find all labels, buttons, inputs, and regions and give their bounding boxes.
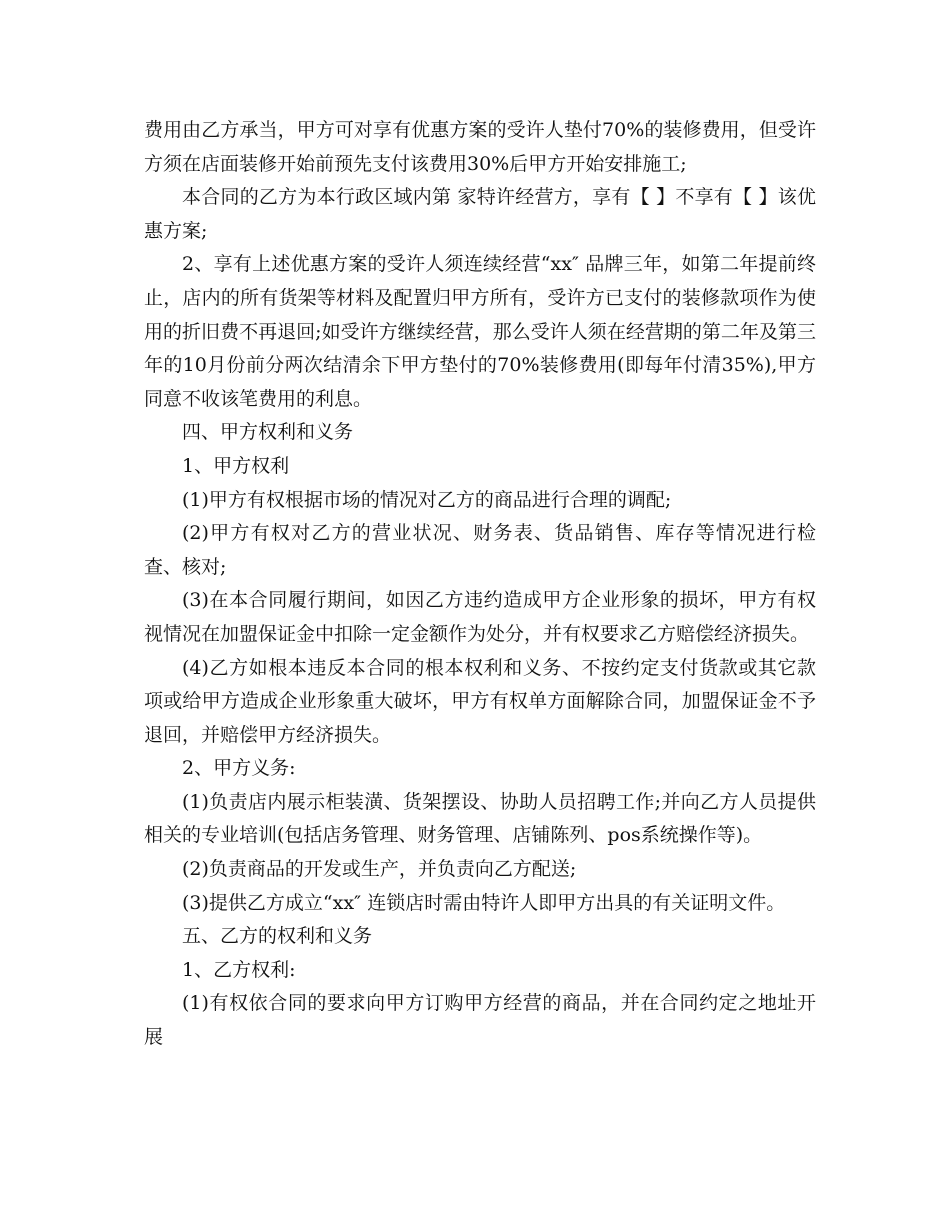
paragraph-11: (1)负责店内展示柜装潢、货架摆设、协助人员招聘工作;并向乙方人员提供相关的专业培训(包括店务管理、财务管理、店铺陈列、pos系统操作等)。 [144,790,816,847]
subheading-party-a-obligations: 2、甲方义务: [182,757,296,780]
paragraph-7: (2)甲方有权对乙方的营业状况、财务表、货品销售、库存等情况进行检查、核对; [144,522,816,578]
subheading-party-b-rights: 1、乙方权利: [182,958,296,981]
subheading-party-a-rights: 1、甲方权利 [182,454,290,477]
paragraph-6: (1)甲方有权根据市场的情况对乙方的商品进行合理的调配; [182,488,672,511]
paragraph-1: 费用由乙方承当，甲方可对享有优惠方案的受许人垫付70%的装修费用，但受许方须在店面装修开始前预先支付该费用30%后甲方开始安排施工; [144,119,816,175]
section-heading-5: 五、乙方的权利和义务 [182,925,373,948]
paragraph-16: (1)有权依合同的要求向甲方订购甲方经营的商品，并在合同约定之地址开展 [144,992,816,1049]
paragraph-3: 2、享有上述优惠方案的受许人须连续经营“xx″ 品牌三年，如第二年提前终止，店内的所有货架等材料及配置归甲方所有，受许方已支付的装修款项作为使用的折旧费不再退回;如受许方继续经营，那么受许人须在经营期的第二年及第三年的10月份前分两次结清余下甲方垫付的70%装修费用(即每年付清35%),甲方同意不收该笔费用的利息。 [144,253,816,410]
paragraph-8: (3)在本合同履行期间，如因乙方违约造成甲方企业形象的损坏，甲方有权视情况在加盟保证金中扣除一定金额作为处分，并有权要求乙方赔偿经济损失。 [144,589,816,645]
paragraph-2: 本合同的乙方为本行政区域内第 家特许经营方，享有【 】不享有【 】该优惠方案; [144,186,816,242]
paragraph-9: (4)乙方如根本违反本合同的根本权利和义务、不按约定支付货款或其它款项或给甲方造成企业形象重大破坏，甲方有权单方面解除合同，加盟保证金不予退回，并赔偿甲方经济损失。 [144,656,816,746]
paragraph-12: (2)负责商品的开发或生产，并负责向乙方配送; [182,858,577,881]
document-body [144,114,816,1055]
section-heading-4: 四、甲方权利和义务 [182,421,354,444]
paragraph-13: (3)提供乙方成立“xx″ 连锁店时需由特许人即甲方出具的有关证明文件。 [182,891,786,914]
